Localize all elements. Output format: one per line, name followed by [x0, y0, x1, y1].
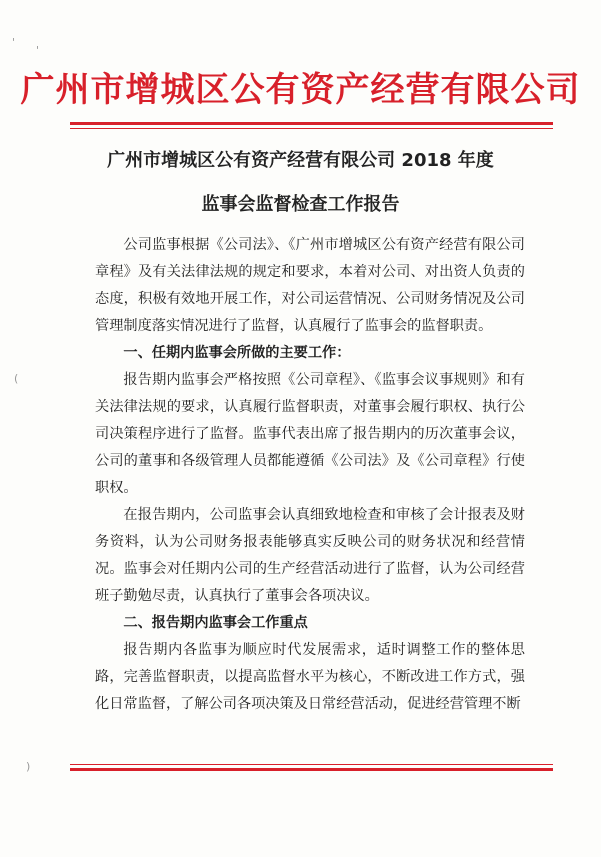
letterhead-rule-thin [70, 128, 553, 129]
section-heading-1: 一、任期内监事会所做的主要工作： [123, 345, 351, 361]
section1-paragraph-2: 在报告期内，公司监事会认真细致地检查和审核了会计报表及财务资料，认为公司财务报表能够真实反映公司的财务状况和经营情况。监事会对任期内公司的生产经营活动进行了监督，认为公司经营班子勤勉尽责，认真执行了董事会各项决议。 [95, 507, 525, 604]
letterhead-rule-thick [70, 122, 553, 125]
report-title-line1: 广州市增城区公有资产经营有限公司 2018 年度 [107, 150, 494, 171]
margin-mark: ( [14, 372, 19, 385]
footer-rule-thin [70, 764, 553, 765]
report-title-line2: 监事会监督检查工作报告 [201, 194, 400, 215]
margin-mark: ' [12, 36, 16, 49]
section1-paragraph-1: 报告期内监事会严格按照《公司章程》、《监事会议事规则》和有关法律法规的要求，认真履行监督职责，对董事会履行职权、执行公司决策程序进行了监督。监事代表出席了报告期内的历次董事会议，公司的董事和各级管理人员都能遵循《公司法》及《公司章程》行使职权。 [95, 372, 525, 496]
intro-paragraph: 公司监事根据《公司法》、《广州市增城区公有资产经营有限公司章程》及有关法律法规的规定和要求，本着对公司、对出资人负责的态度，积极有效地开展工作，对公司运营情况、公司财务情况及公司管理制度落实情况进行了监督，认真履行了监事会的监督职责。 [95, 237, 525, 334]
footer-rule-thick [70, 768, 553, 771]
margin-mark: ) [26, 760, 31, 773]
company-letterhead: 广州市增城区公有资产经营有限公司 [20, 70, 581, 110]
report-body [95, 232, 525, 718]
section2-paragraph-1: 报告期内各监事为顺应时代发展需求，适时调整工作的整体思路，完善监督职责，以提高监督水平为核心，不断改进工作方式，强化日常监督，了解公司各项决策及日常经营活动，促进经营管理不断 [95, 642, 525, 712]
margin-mark: ' [36, 44, 40, 57]
section-heading-2: 二、报告期内监事会工作重点 [123, 615, 308, 631]
